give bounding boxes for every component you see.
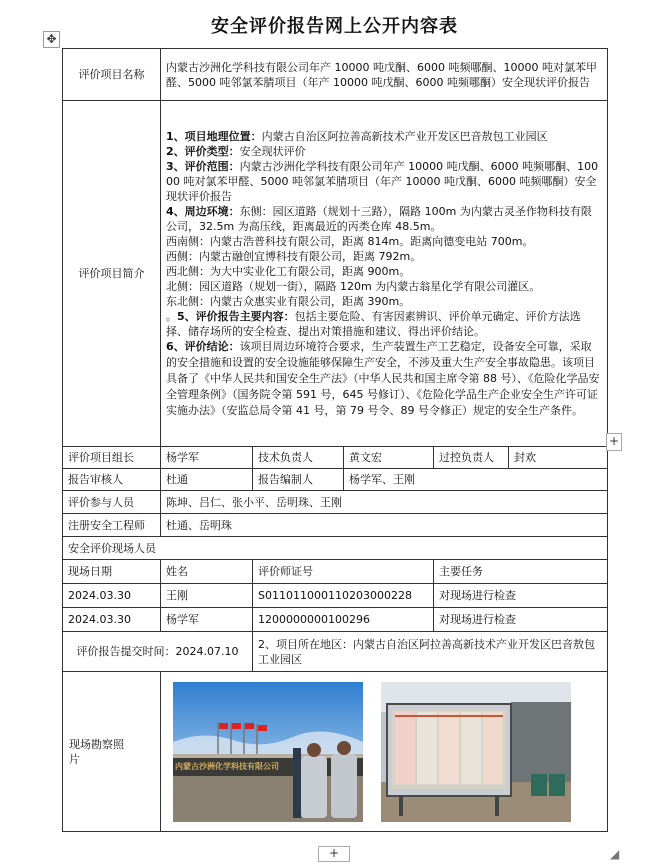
intro-cell bbox=[161, 101, 608, 447]
author-value: 杨学军、王刚 bbox=[344, 469, 608, 491]
intro-p5-title: 5、评价报告主要内容： bbox=[177, 309, 295, 323]
site-row-task: 对现场进行检查 bbox=[434, 584, 608, 608]
intro-p4-line-3: 西北侧：为大中实业化工有限公司，距离 900m。 bbox=[166, 264, 411, 278]
intro-p4-line-4: 北侧：园区道路（规划一街），隔路 120m 为内蒙古翁星化学有限公司灌区。 bbox=[166, 279, 541, 293]
site-photo-board bbox=[381, 682, 571, 822]
participants-value: 陈坤、吕仁、张小平、岳明珠、王刚 bbox=[161, 491, 608, 514]
site-photo-gate bbox=[173, 682, 363, 822]
engineer-value: 杜通、岳明珠 bbox=[161, 514, 608, 537]
intro-p2-title: 2、评价类型： bbox=[166, 144, 240, 158]
add-column-button[interactable]: + bbox=[606, 433, 622, 451]
table-move-handle-icon[interactable]: ✥ bbox=[43, 31, 60, 48]
project-name-label: 评价项目名称 bbox=[63, 49, 161, 101]
process-label: 过控负责人 bbox=[434, 447, 509, 469]
reviewer-value: 杜通 bbox=[161, 469, 253, 491]
intro-label: 评价项目简介 bbox=[63, 101, 161, 447]
photo-label-text: 现场勘察照片 bbox=[69, 737, 124, 766]
intro-p1-title: 1、项目地理位置： bbox=[166, 129, 262, 143]
intro-p6-text: 该项目周边环境符合要求，生产装置生产工艺稳定，设备安全可靠，采取的安全措施和设置的安全设施能够保障生产安全，不涉及重大生产安全事故隐患。该项目具备了《中华人民共和国安全生产法》（中华人民共和国主席令第 88 号）、《危险化学品安全管理条例》（国务院令第 591 号，645 号修订）、《危险化学品生产企业安全生产许可证实施办法》（安监总局令第 41 号，第 79 号令、89 号令修正）规定的安全生产条件。 bbox=[166, 339, 600, 417]
site-header-task: 主要任务 bbox=[434, 560, 608, 584]
resize-handle-icon[interactable]: ◢ bbox=[610, 847, 620, 861]
process-value: 封欢 bbox=[509, 447, 608, 469]
photo-label bbox=[63, 672, 161, 832]
site-row-date: 2024.03.30 bbox=[63, 608, 161, 632]
site-row-cert: S011011000110203000228 bbox=[253, 584, 434, 608]
intro-p1-text: 内蒙古自治区阿拉善高新技术产业开发区巴音敖包工业园区 bbox=[261, 129, 548, 143]
intro-p4-text: 东侧：园区道路（规划十三路），隔路 100m 为内蒙古灵圣作物科技有限公司，32.5m 为高压线，距离最近的丙类仓库 48.5m。 bbox=[166, 204, 592, 233]
submit-time: 评价报告提交时间：2024.07.10 bbox=[63, 632, 253, 672]
site-header-cert: 评价师证号 bbox=[253, 560, 434, 584]
content-table bbox=[62, 48, 608, 832]
reviewer-label: 报告审核人 bbox=[63, 469, 161, 491]
site-row-name: 杨学军 bbox=[161, 608, 253, 632]
site-row-name: 王刚 bbox=[161, 584, 253, 608]
leader-value: 杨学军 bbox=[161, 447, 253, 469]
add-row-button[interactable]: + bbox=[318, 846, 350, 862]
intro-p3-text: 内蒙古沙洲化学科技有限公司年产 10000 吨戊酮、6000 吨频哪酮、10000 吨对氯苯甲醛、5000 吨邻氯苯腈项目（年产 10000 吨戊酮、6000 吨频哪酮）安全现状评价报告 bbox=[166, 159, 599, 203]
author-label: 报告编制人 bbox=[253, 469, 344, 491]
intro-p5-prefix: 。 bbox=[166, 309, 177, 323]
site-row-date: 2024.03.30 bbox=[63, 584, 161, 608]
leader-label: 评价项目组长 bbox=[63, 447, 161, 469]
page-title: 安全评价报告网上公开内容表 bbox=[211, 16, 458, 37]
intro-p5-text: 包括主要危险、有害因素辨识、评价单元确定、评价方法选择、储存场所的安全检查、提出对策措施和建议、得出评价结论。 bbox=[166, 309, 581, 338]
intro-p4-line-1: 西南侧：内蒙古浩普科技有限公司，距离 814m。距离向德变电站 700m。 bbox=[166, 234, 534, 248]
gate-sign-text: 内蒙古沙洲化学科技有限公司 bbox=[175, 761, 279, 771]
table-row bbox=[63, 608, 608, 632]
site-row-task: 对现场进行检查 bbox=[434, 608, 608, 632]
intro-p4-title: 4、周边环境： bbox=[166, 204, 240, 218]
intro-p2-text: 安全现状评价 bbox=[239, 144, 306, 158]
intro-p4-line-2: 西侧：内蒙古融创宜博科技有限公司，距离 792m。 bbox=[166, 249, 422, 263]
site-staff-label: 安全评价现场人员 bbox=[63, 537, 608, 560]
intro-p6-title: 6、评价结论： bbox=[166, 339, 240, 353]
project-name-value: 内蒙古沙洲化学科技有限公司年产 10000 吨戊酮、6000 吨频哪酮、10000 吨对氯苯甲醛、5000 吨邻氯苯腈项目（年产 10000 吨戊酮、6000 吨频哪酮）安全现状评价报告 bbox=[161, 49, 608, 101]
engineer-label: 注册安全工程师 bbox=[63, 514, 161, 537]
site-header-date: 现场日期 bbox=[63, 560, 161, 584]
site-header-name: 姓名 bbox=[161, 560, 253, 584]
tech-label: 技术负责人 bbox=[253, 447, 344, 469]
table-row bbox=[63, 584, 608, 608]
location-text: 2、项目所在地区：内蒙古自治区阿拉善高新技术产业开发区巴音敖包工业园区 bbox=[253, 632, 608, 672]
tech-value: 黄文宏 bbox=[344, 447, 434, 469]
participants-label: 评价参与人员 bbox=[63, 491, 161, 514]
intro-p4-line-5: 东北侧：内蒙古众惠实业有限公司，距离 390m。 bbox=[166, 294, 411, 308]
photo-cell bbox=[161, 672, 608, 832]
site-row-cert: 1200000000100296 bbox=[253, 608, 434, 632]
intro-p3-title: 3、评价范围： bbox=[166, 159, 240, 173]
